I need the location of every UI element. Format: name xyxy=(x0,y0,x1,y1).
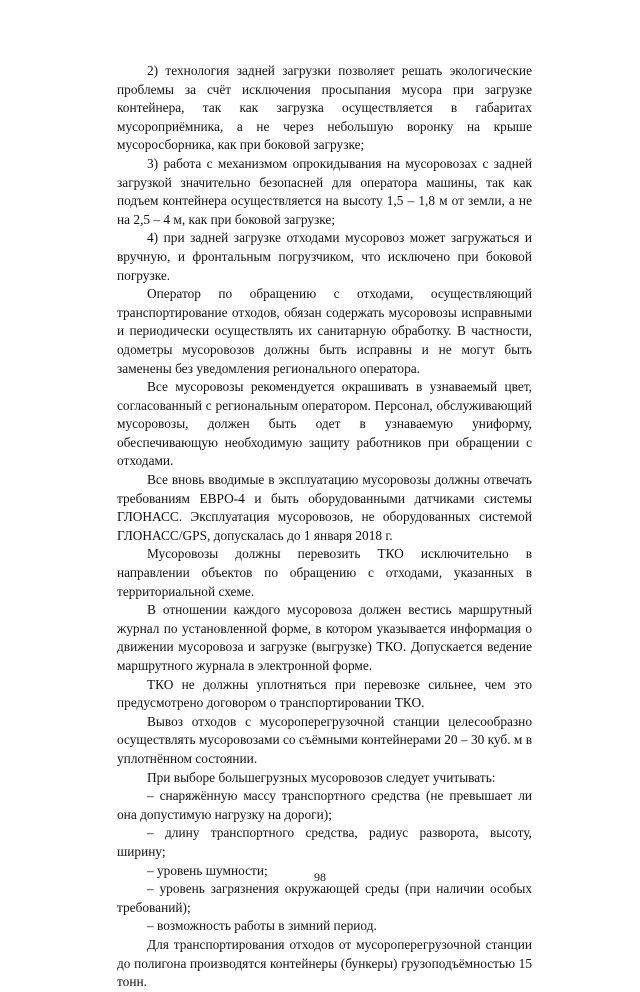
page-number: 98 xyxy=(314,870,326,884)
paragraph: 3) работа с механизмом опрокидывания на мусоровозах с задней загрузкой значительно безопасней для оператора машины, так как подъем контейнера осуществляется на высоту 1,5 – 1,8 м от земли, а не на 2,5 – 4 м, как при боковой загрузке; xyxy=(117,155,532,227)
paragraph: 4) при задней загрузке отходами мусоровоз может загружаться и вручную, и фронтальным погрузчиком, что исключено при боковой погрузке. xyxy=(117,230,532,283)
paragraph: Все вновь вводимые в эксплуатацию мусоровозы должны отвечать требованиям ЕВРО-4 и быть оборудованными датчиками системы ГЛОНАСС. Эксплуатация мусоровозов, не оборудованных системой ГЛОНАСС/GPS, допускалась до 1 января 2018 г. xyxy=(117,472,532,543)
list-item: – длину транспортного средства, радиус разворота, высоту, ширину; xyxy=(117,825,532,859)
list-item: – снаряжённую массу транспортного средства (не превышает ли она допустимую нагрузку на дороги); xyxy=(117,788,532,822)
document-body xyxy=(117,62,532,992)
paragraph: 2) технология задней загрузки позволяет решать экологические проблемы за счёт исключения просыпания мусора при загрузке контейнера, так как загрузка осуществляется в габаритах мусороприёмника, а не через небольшую воронку на крыше мусоросборника, как при боковой загрузке; xyxy=(117,63,532,153)
paragraph: Вывоз отходов с мусороперегрузочной станции целесообразно осуществлять мусоровозами со съёмными контейнерами 20 – 30 куб. м в уплотнённом состоянии. xyxy=(117,713,532,766)
paragraph: При выборе большегрузных мусоровозов следует учитывать: xyxy=(147,769,496,785)
list-item: – уровень шумности; xyxy=(147,862,268,878)
paragraph: ТКО не должны уплотняться при перевозке сильнее, чем это предусмотрено договором о транспортировании ТКО. xyxy=(117,676,532,711)
paragraph: Для транспортирования отходов от мусороперегрузочной станции до полигона производятся контейнеры (бункеры) грузоподъёмностью 15 тонн. xyxy=(117,936,532,990)
paragraph: В отношении каждого мусоровоза должен вестись маршрутный журнал по установленной форме, в котором указывается информация о движении мусоровоза и загрузке (выгрузке) ТКО. Допускается ведение маршрутного журнала в электронной форме. xyxy=(117,602,532,673)
list-item: – уровень загрязнения окружающей среды (при наличии особых требований); xyxy=(117,881,532,915)
paragraph: Все мусоровозы рекомендуется окрашивать в узнаваемый цвет, согласованный с региональным оператором. Персонал, обслуживающий мусоровозы, должен быть одет в узнаваемую униформу, обеспечивающую необходимую защиту работников при обращении с отходами. xyxy=(117,379,532,469)
list-item: – возможность работы в зимний период. xyxy=(147,918,377,934)
paragraph: Мусоровозы должны перевозить ТКО исключительно в направлении объектов по обращению с отходами, указанных в территориальной схеме. xyxy=(117,546,532,599)
paragraph: Оператор по обращению с отходами, осуществляющий транспортирование отходов, обязан содержать мусоровозы исправными и периодически осуществлять их санитарную обработку. В частности, одометры мусоровозов должны быть исправны и не могут быть заменены без уведомления регионального оператора. xyxy=(117,286,532,376)
